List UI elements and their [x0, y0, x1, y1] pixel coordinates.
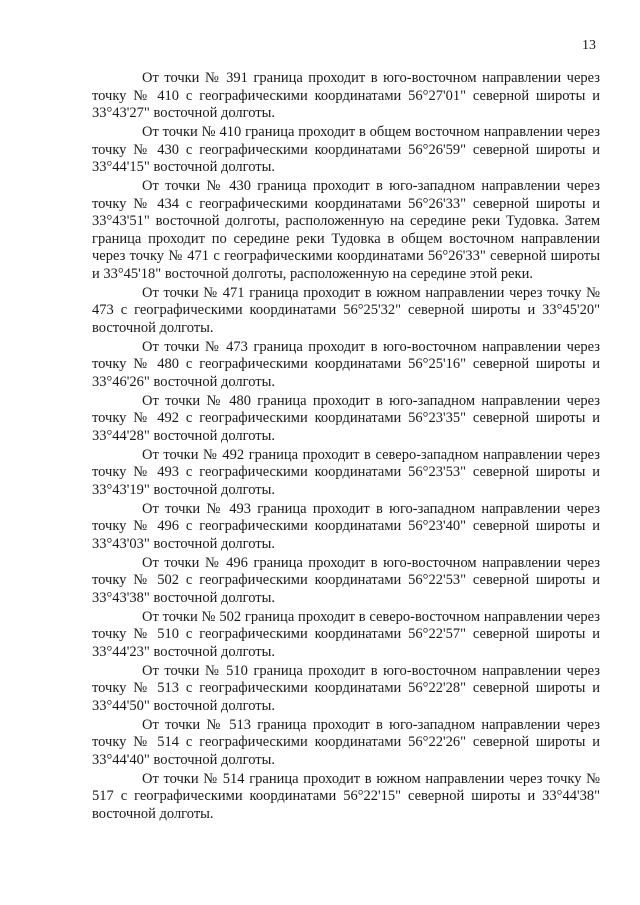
- paragraph-point-502: От точки № 502 граница проходит в северо-восточном направлении через точку № 510 с географическими координатами 56°22'57" северной широты и 33°44'23" восточной долготы.: [92, 608, 600, 660]
- paragraph-point-410: От точки № 410 граница проходит в общем восточном направлении через точку № 430 с географическими координатами 56°26'59" северной широты и 33°44'15" восточной долготы.: [92, 124, 600, 175]
- page-number: 13: [582, 38, 596, 53]
- paragraph-point-513: От точки № 513 граница проходит в юго-западном направлении через точку № 514 с географическими координатами 56°22'26" северной широты и 33°44'40" восточной долготы.: [92, 716, 600, 768]
- paragraph-point-492: От точки № 492 граница проходит в северо-западном направлении через точку № 493 с географическими координатами 56°23'53" северной широты и 33°43'19" восточной долготы.: [92, 446, 600, 498]
- paragraph-point-471: От точки № 471 граница проходит в южном направлении через точку № 473 с географическими координатами 56°25'32" северной широты и 33°45'20" восточной долготы.: [92, 284, 600, 336]
- paragraph-point-493: От точки № 493 граница проходит в юго-западном направлении через точку № 496 с географическими координатами 56°23'40" северной широты и 33°43'03" восточной долготы.: [92, 500, 600, 552]
- paragraph-point-430: От точки № 430 граница проходит в юго-западном направлении через точку № 434 с географическими координатами 56°26'33" северной широты и 33°43'51" восточной долготы, расположенную на середине реки Тудовка. Затем граница проходит по середине реки Тудовка в общем восточном направлении через точку № 471 с географическими координатами 56°26'33" северной широты и 33°45'18" восточной долготы, расположенную на середине этой реки.: [92, 178, 600, 282]
- paragraph-point-473: От точки № 473 граница проходит в юго-восточном направлении через точку № 480 с географическими координатами 56°25'16" северной широты и 33°46'26" восточной долготы.: [92, 338, 600, 390]
- paragraph-point-510: От точки № 510 граница проходит в юго-восточном направлении через точку № 513 с географическими координатами 56°22'28" северной широты и 33°44'50" восточной долготы.: [92, 662, 600, 714]
- paragraph-point-480: От точки № 480 граница проходит в юго-западном направлении через точку № 492 с географическими координатами 56°23'35" северной широты и 33°44'28" восточной долготы.: [92, 392, 600, 444]
- paragraph-point-514: От точки № 514 граница проходит в южном направлении через точку № 517 с географическими координатами 56°22'15" северной широты и 33°44'38" восточной долготы.: [92, 770, 600, 822]
- paragraph-point-496: От точки № 496 граница проходит в юго-восточном направлении через точку № 502 с географическими координатами 56°22'53" северной широты и 33°43'38" восточной долготы.: [92, 554, 600, 606]
- paragraph-point-391: От точки № 391 граница проходит в юго-восточном направлении через точку № 410 с географическими координатами 56°27'01" северной широты и 33°43'27" восточной долготы.: [92, 70, 600, 121]
- document-body: [92, 70, 600, 825]
